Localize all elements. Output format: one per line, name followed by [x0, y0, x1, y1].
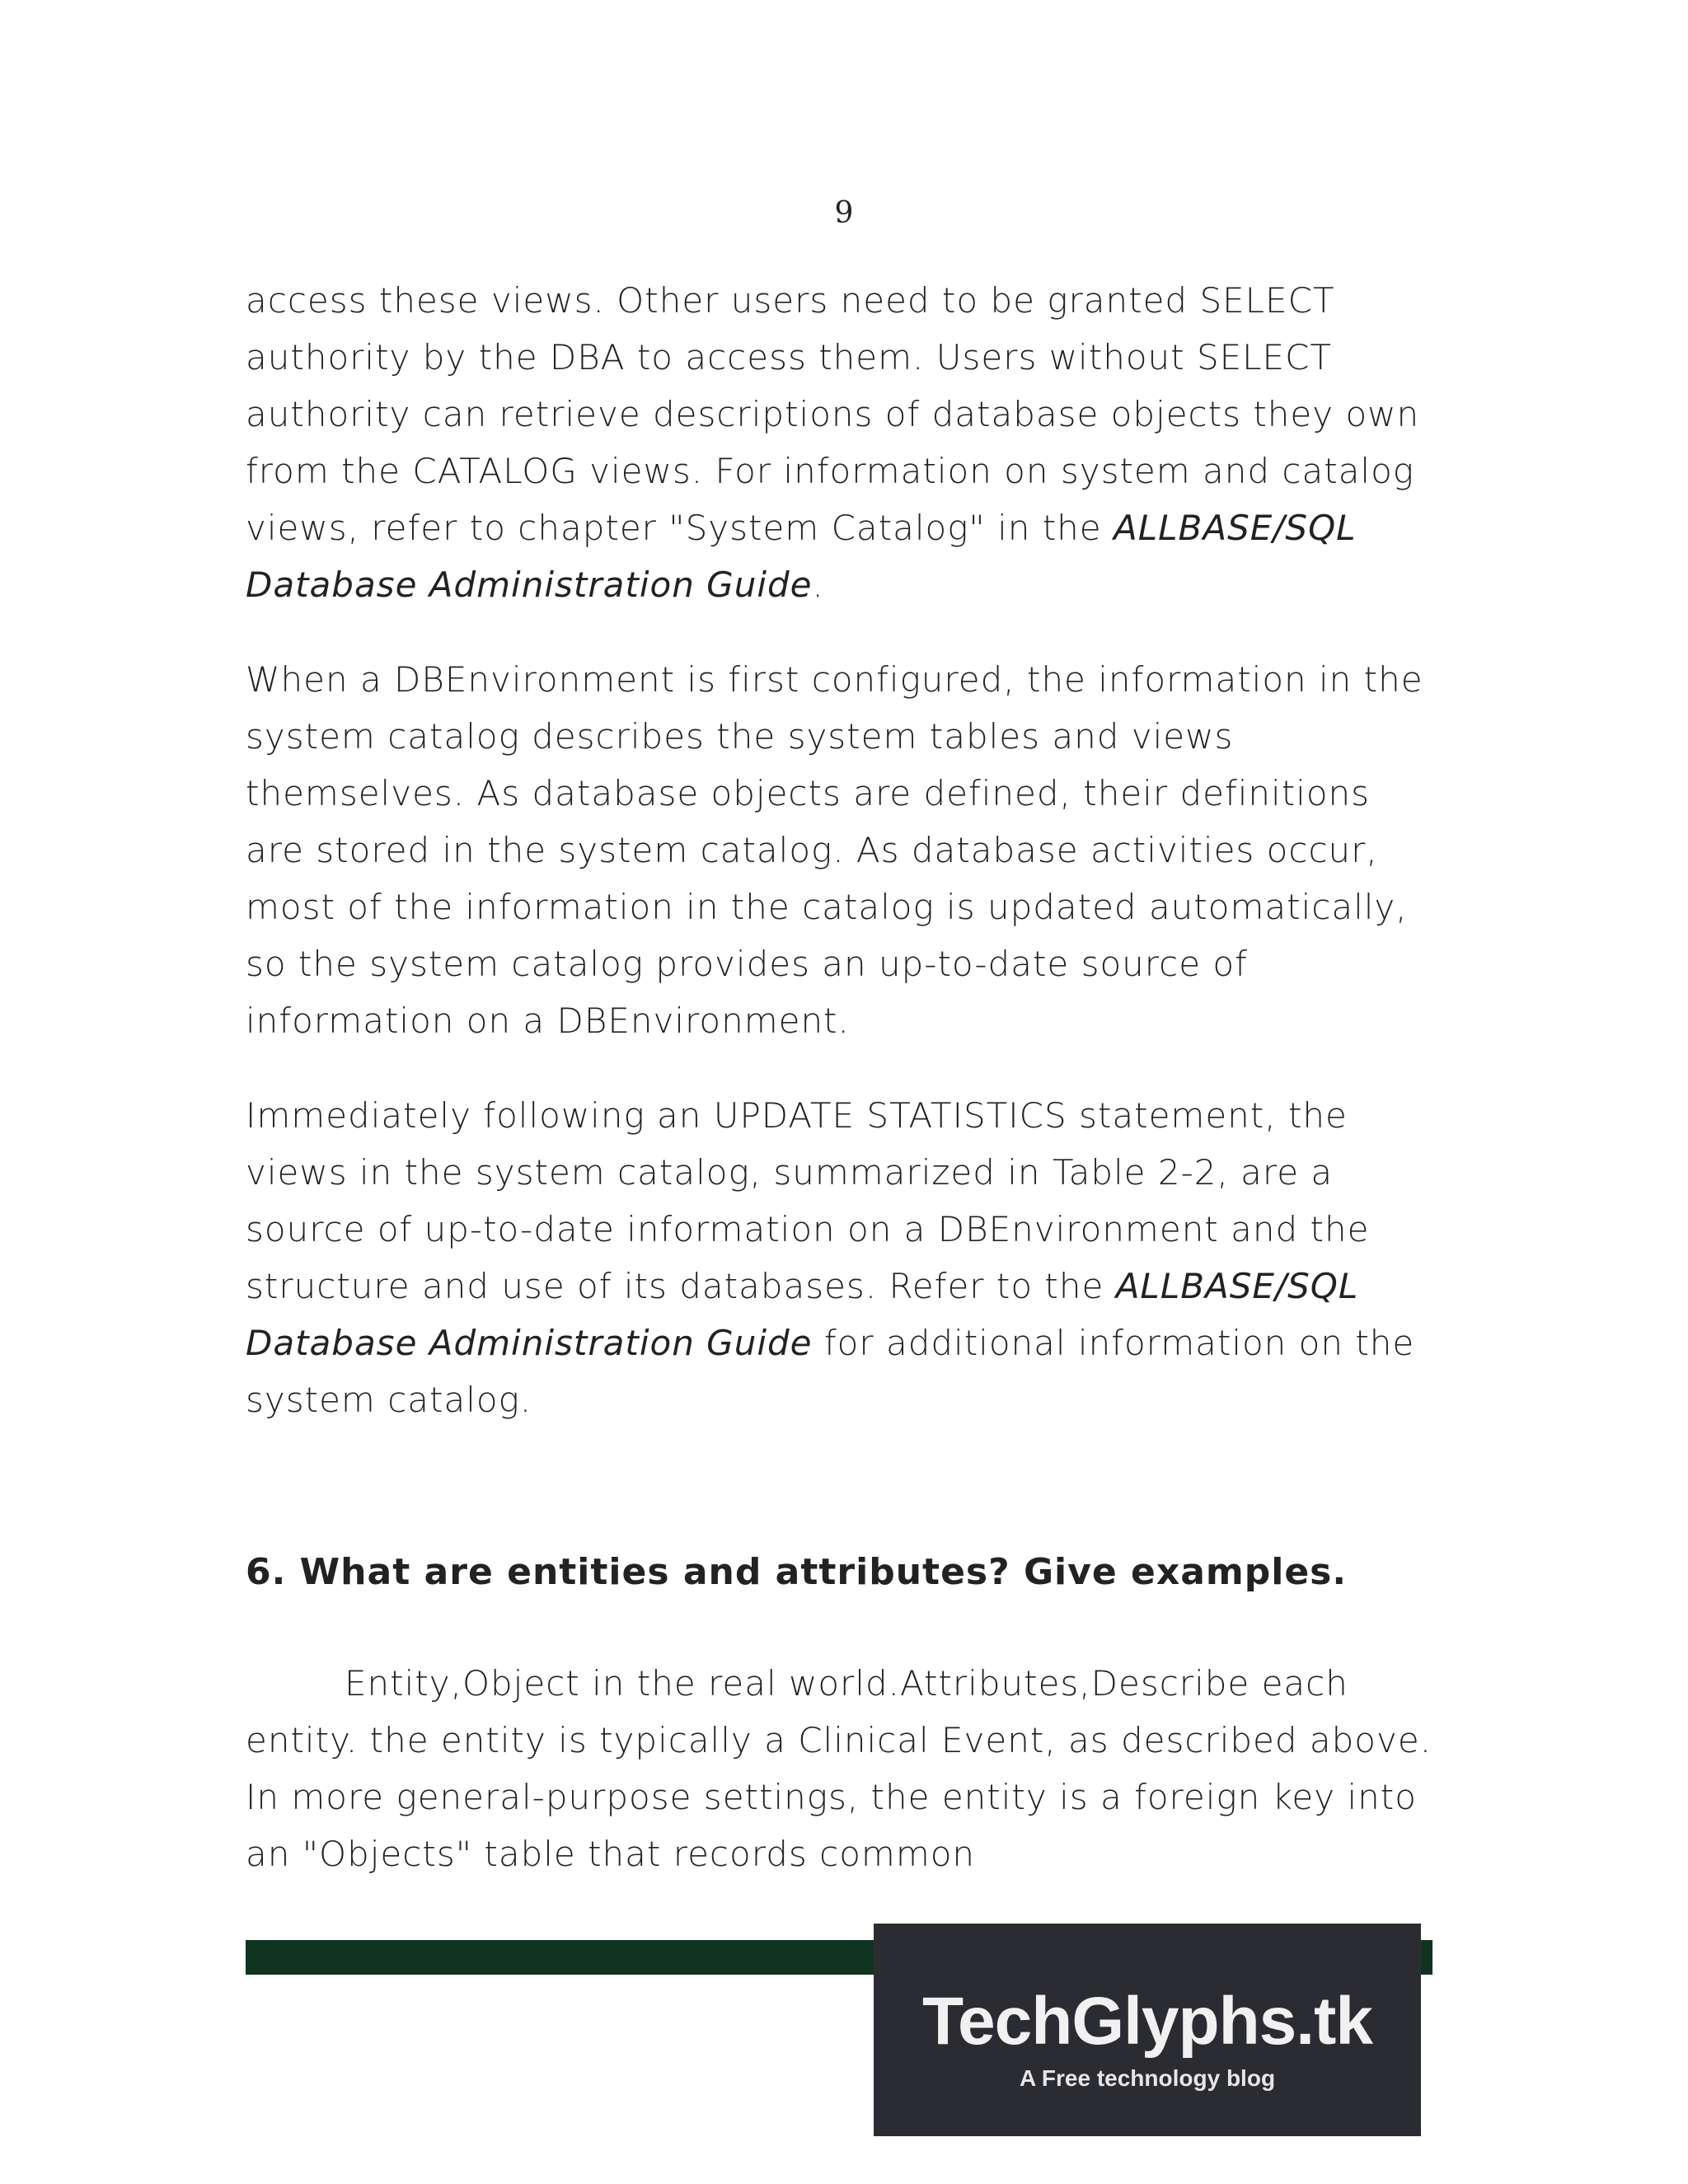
paragraph-text: access these views. Other users need to be granted SELECT authority by the DBA to access them. Users without SELECT authority can retrieve descriptions of database objects they own from the CATALOG views. For information on system and catalog views, refer to chapter "System Catalog" in the: [246, 280, 1420, 548]
guide-title: ALLBASE/SQL Database Administration Guide: [246, 1266, 1359, 1363]
answer-paragraph: Entity,Object in the real world.Attributes,Describe each entity. the entity is typically a Clinical Event, as described above. In more general-purpose settings, the entity is a foreign key into an "Objects" table that records common: [246, 1663, 1432, 1874]
logo-title: TechGlyphs.tk: [922, 1984, 1372, 2059]
logo-subtitle: A Free technology blog: [1019, 2065, 1276, 2091]
question-heading: 6. What are entities and attributes? Give examples.: [246, 1551, 1348, 1593]
paragraph-update-statistics: [246, 1087, 1432, 1428]
paragraph-catalog-views: [246, 272, 1432, 613]
techglyphs-logo: [874, 1924, 1421, 2136]
guide-title: ALLBASE/SQL Database Administration Guide: [246, 508, 1357, 605]
paragraph-end: for additional information on the system catalog.: [246, 1323, 1415, 1420]
page-number: 9: [834, 196, 854, 230]
page-content: [246, 272, 1432, 1920]
paragraph-dbenvironment: When a DBEnvironment is first configured, the information in the system catalog describes the system tables and views themselves. As database objects are defined, their definitions are stored in the system catalog. As database activities occur, most of the information in the catalog is updated automatically, so the system catalog provides an up-to-date source of information on a DBEnvironment.: [246, 659, 1423, 1041]
paragraph-end: .: [812, 565, 824, 605]
paragraph-text: Immediately following an UPDATE STATISTICS statement, the views in the system catalog, summarized in Table 2-2, are a source of up-to-date information on a DBEnvironment and the structure and use of its databases. Refer to the: [246, 1095, 1370, 1306]
